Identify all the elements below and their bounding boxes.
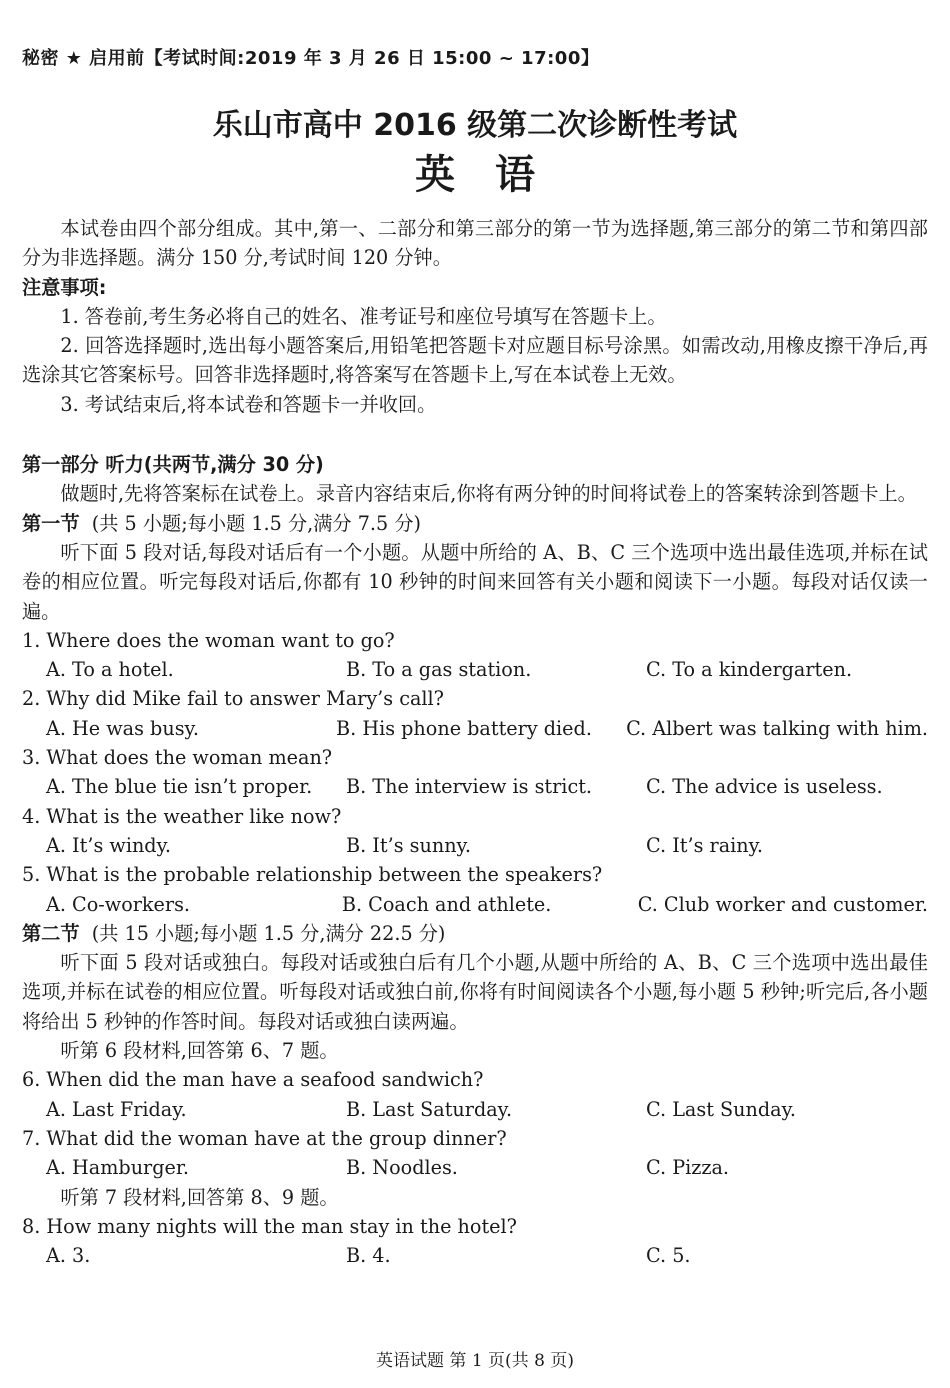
option-b: B. His phone battery died.	[336, 716, 592, 740]
option-b: B. It’s sunny.	[346, 833, 471, 857]
option-a: A. To a hotel.	[46, 658, 174, 682]
section1-heading-detail: (共 5 小题;每小题 1.5 分,满分 7.5 分)	[91, 511, 422, 535]
material-7-label: 听第 7 段材料,回答第 8、9 题。	[60, 1185, 339, 1209]
option-a: A. Hamburger.	[46, 1156, 190, 1180]
page-footer: 英语试题 第 1 页(共 8 页)	[376, 1351, 574, 1371]
question-stem: 7. What did the woman have at the group dinner?	[22, 1126, 507, 1150]
question-options	[22, 772, 928, 801]
option-a: A. It’s windy.	[46, 833, 171, 857]
confidential-line: 秘密 ★ 启用前【考试时间:2019 年 3 月 26 日 15:00 ~ 17:00】	[22, 48, 600, 69]
part1-instruction: 做题时,先将答案标在试卷上。录音内容结束后,你将有两分钟的时间将试卷上的答案转涂到答题卡上。	[60, 482, 917, 506]
part1-heading: 第一部分 听力(共两节,满分 30 分)	[22, 453, 324, 477]
question-stem: 5. What is the probable relationship between the speakers?	[22, 863, 603, 887]
option-a: A. Last Friday.	[46, 1097, 187, 1121]
option-c: C. Pizza.	[646, 1156, 729, 1180]
question-options	[22, 831, 928, 860]
intro-paragraph: 本试卷由四个部分组成。其中,第一、二部分和第三部分的第一节为选择题,第三部分的第二节和第四部分为非选择题。满分 150 分,考试时间 120 分钟。	[22, 217, 928, 270]
question-stem: 8. How many nights will the man stay in the hotel?	[22, 1214, 517, 1238]
question-options	[22, 890, 928, 919]
option-b: B. To a gas station.	[346, 658, 532, 682]
question-stem: 4. What is the weather like now?	[22, 804, 342, 828]
notes-heading: 注意事项:	[22, 275, 107, 299]
section1-heading-line	[22, 509, 928, 538]
exam-title: 乐山市高中 2016 级第二次诊断性考试	[212, 108, 738, 143]
option-b: B. The interview is strict.	[346, 775, 592, 799]
exam-content	[22, 214, 928, 1270]
spacer	[22, 419, 928, 450]
option-c: C. Last Sunday.	[646, 1097, 797, 1121]
question-options	[22, 714, 928, 743]
note-item: 3. 考试结束后,将本试卷和答题卡一并收回。	[60, 392, 437, 416]
question-options	[22, 655, 928, 684]
note-item: 1. 答卷前,考生务必将自己的姓名、准考证号和座位号填写在答题卡上。	[60, 304, 667, 328]
option-a: A. He was busy.	[46, 716, 199, 740]
section2-heading: 第二节	[22, 921, 80, 945]
subject-title: 英语	[415, 152, 575, 198]
option-c: C. Albert was talking with him.	[626, 716, 928, 740]
option-b: B. Coach and athlete.	[341, 892, 552, 916]
option-b: B. Noodles.	[346, 1156, 458, 1180]
question-stem: 2. Why did Mike fail to answer Mary’s call?	[22, 687, 444, 711]
question-options	[22, 1095, 928, 1124]
material-6-label: 听第 6 段材料,回答第 6、7 题。	[60, 1039, 339, 1063]
option-c: C. It’s rainy.	[646, 833, 764, 857]
option-a: A. Co-workers.	[46, 892, 191, 916]
option-c: C. 5.	[646, 1244, 691, 1268]
section1-instruction: 听下面 5 段对话,每段对话后有一个小题。从题中所给的 A、B、C 三个选项中选出最佳选项,并标在试卷的相应位置。听完每段对话后,你都有 10 秒钟的时间来回答有关小题和阅读下一小题。每段对话仅读一遍。	[22, 540, 928, 623]
note-item: 2. 回答选择题时,选出每小题答案后,用铅笔把答题卡对应题目标号涂黑。如需改动,用橡皮擦干净后,再选涂其它答案标号。回答非选择题时,将答案写在答题卡上,写在本试卷上无效。	[22, 334, 928, 387]
question-stem: 1. Where does the woman want to go?	[22, 628, 395, 652]
question-options	[22, 1241, 928, 1270]
option-c: C. To a kindergarten.	[646, 658, 853, 682]
question-options	[22, 1153, 928, 1182]
question-stem: 3. What does the woman mean?	[22, 746, 333, 770]
option-b: B. Last Saturday.	[346, 1097, 513, 1121]
section2-heading-detail: (共 15 小题;每小题 1.5 分,满分 22.5 分)	[91, 921, 446, 945]
option-a: A. 3.	[46, 1244, 91, 1268]
question-stem: 6. When did the man have a seafood sandwich?	[22, 1068, 484, 1092]
section2-instruction: 听下面 5 段对话或独白。每段对话或独白后有几个小题,从题中所给的 A、B、C 三个选项中选出最佳选项,并标在试卷的相应位置。听每段对话或独白前,你将有时间阅读各个小题,每小题 5 秒钟;听完后,各小题将给出 5 秒钟的作答时间。每段对话或独白读两遍。	[22, 951, 928, 1033]
section1-heading: 第一节	[22, 511, 80, 535]
option-b: B. 4.	[346, 1244, 391, 1268]
section2-heading-line	[22, 919, 928, 948]
option-c: C. Club worker and customer.	[637, 892, 928, 916]
option-a: A. The blue tie isn’t proper.	[46, 775, 313, 799]
option-c: C. The advice is useless.	[646, 775, 883, 799]
